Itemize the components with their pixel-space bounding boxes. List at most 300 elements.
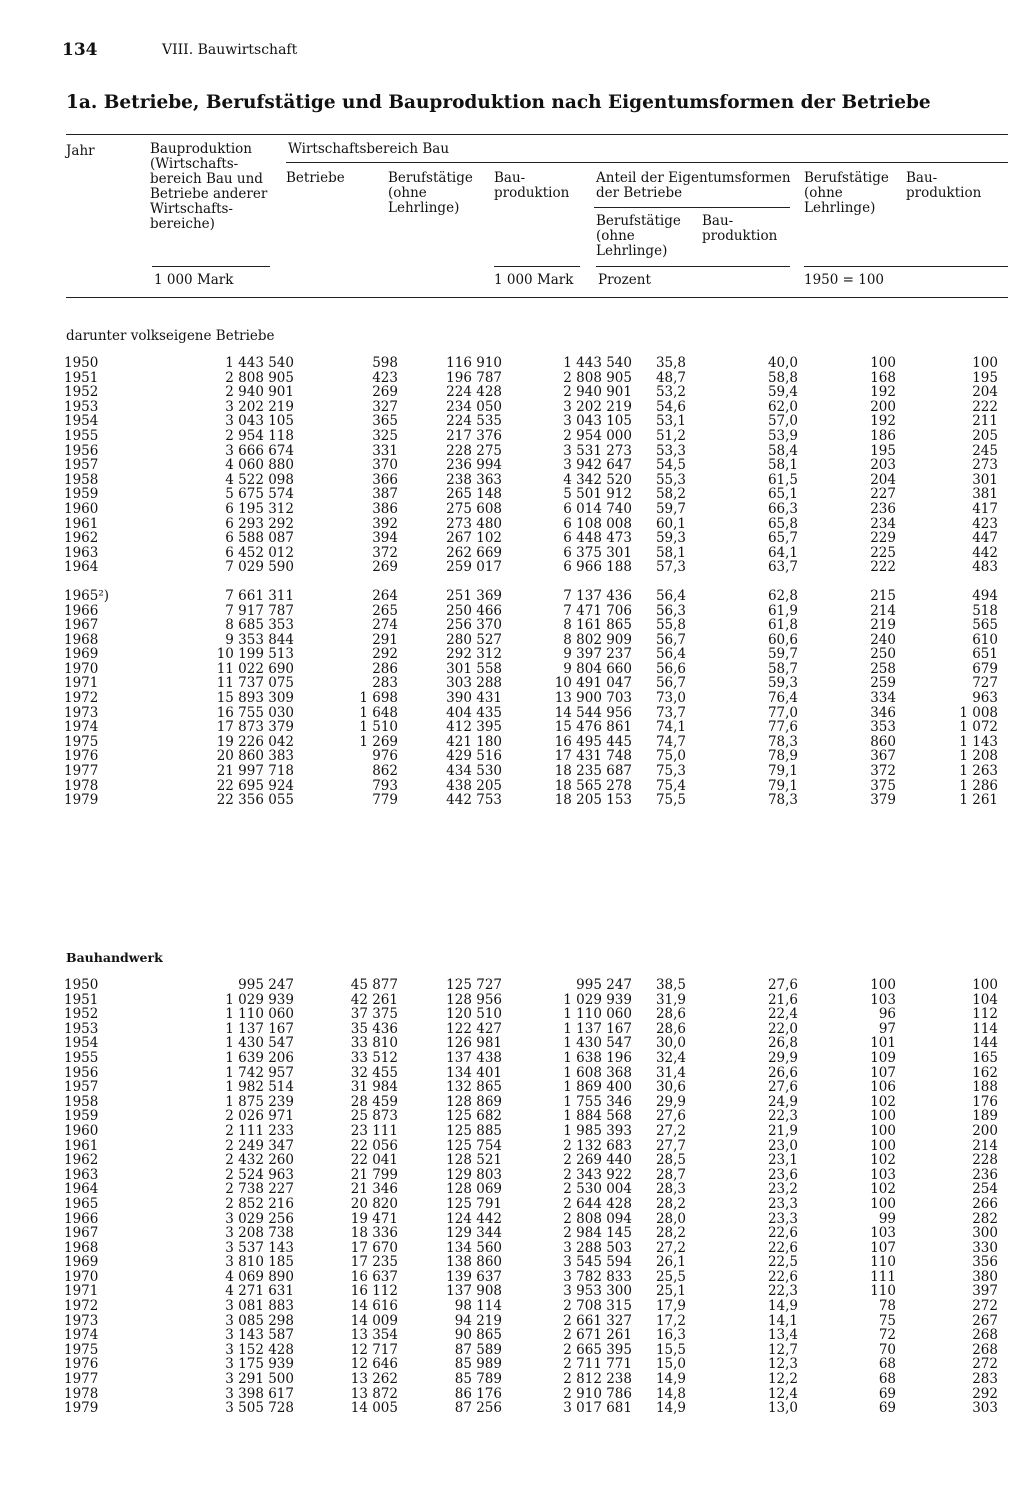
table-cell: 651: [972, 646, 998, 663]
table-cell: 2 984 145: [563, 1225, 632, 1242]
table-cell: 1973: [64, 704, 99, 721]
table-row: [64, 444, 998, 459]
table-row: [64, 502, 998, 517]
col-header-betriebe: Betriebe: [286, 170, 345, 186]
table-cell: 102: [870, 1181, 896, 1198]
table-cell: 1 698: [359, 690, 398, 707]
table-cell: 35 436: [350, 1020, 398, 1037]
table-cell: 1972: [64, 1298, 99, 1315]
table-cell: 3 175 939: [225, 1356, 294, 1373]
table-cell: 3 505 728: [225, 1400, 294, 1417]
unit-rule-1: [152, 266, 270, 267]
table-cell: 78,9: [767, 748, 798, 765]
table-cell: 75: [878, 1312, 896, 1329]
table-cell: 283: [972, 1371, 998, 1388]
table-cell: 106: [870, 1079, 896, 1096]
table-cell: 3 029 256: [225, 1210, 294, 1227]
table-row: [64, 385, 998, 400]
table-cell: 6 014 740: [563, 500, 632, 517]
table-cell: 128 869: [446, 1093, 502, 1110]
table-cell: 3 782 833: [563, 1268, 632, 1285]
table-cell: 1961: [64, 1137, 99, 1154]
table-cell: 99: [878, 1210, 896, 1227]
table-cell: 6 448 473: [563, 530, 632, 547]
table-cell: 1957: [64, 457, 99, 474]
table-cell: 275 608: [446, 500, 502, 517]
table-cell: 1954: [64, 413, 99, 430]
table-cell: 189: [972, 1108, 998, 1125]
table-cell: 1961: [64, 515, 99, 532]
table-cell: 15,5: [655, 1341, 686, 1358]
table-row: [64, 779, 998, 794]
table-cell: 375: [870, 777, 896, 794]
table-cell: 1 443 540: [563, 355, 632, 371]
table-cell: 12,7: [767, 1341, 798, 1358]
spacer-row: [64, 575, 998, 589]
table-cell: 77,0: [767, 704, 798, 721]
table-cell: 11 022 690: [216, 660, 294, 677]
col-header-berufstaetige: Berufstätige (ohne Lehrlinge): [388, 170, 473, 216]
table-cell: 53,9: [767, 427, 798, 444]
table-cell: 214: [972, 1137, 998, 1154]
table-cell: 23,3: [767, 1210, 798, 1227]
table-cell: 22,4: [767, 1006, 798, 1023]
table-cell: 20 860 383: [216, 748, 294, 765]
table-cell: 227: [870, 486, 896, 503]
table-cell: 3 288 503: [563, 1239, 632, 1256]
table-cell: 429 516: [446, 748, 502, 765]
table-cell: 3 043 105: [563, 413, 632, 430]
table-cell: 1956: [64, 1064, 99, 1081]
table-row: [64, 1124, 998, 1139]
table-cell: 1963: [64, 1166, 99, 1183]
table-row: [64, 1153, 998, 1168]
table-cell: 21 997 718: [216, 763, 294, 780]
table-cell: 61,5: [767, 471, 798, 488]
table-cell: 3 202 219: [225, 398, 294, 415]
table-cell: 56,6: [655, 660, 686, 677]
table-cell: 394: [372, 530, 398, 547]
table-cell: 3 291 500: [225, 1371, 294, 1388]
col-header-anteil-bauproduktion: Bau- produktion: [702, 213, 778, 244]
table-row: [64, 1241, 998, 1256]
table-cell: 30,6: [655, 1079, 686, 1096]
table-cell: 27,7: [655, 1137, 686, 1154]
table-cell: 24,9: [767, 1093, 798, 1110]
table-cell: 9 397 237: [563, 646, 632, 663]
table-cell: 205: [972, 427, 998, 444]
table-cell: 1 638 196: [563, 1049, 632, 1066]
table-cell: 1969: [64, 646, 99, 663]
table-cell: 2 530 004: [563, 1181, 632, 1198]
table-cell: 262 669: [446, 544, 502, 561]
table-cell: 107: [870, 1239, 896, 1256]
table-cell: 109: [870, 1049, 896, 1066]
table-cell: 1975: [64, 733, 99, 750]
table-cell: 3 202 219: [563, 398, 632, 415]
table-cell: 291: [372, 631, 398, 648]
table-cell: 3 810 185: [225, 1254, 294, 1271]
table-cell: 13 262: [350, 1371, 398, 1388]
table-cell: 17 873 379: [216, 719, 294, 736]
table-cell: 16 755 030: [216, 704, 294, 721]
unit-rule-4: [804, 266, 1008, 267]
table-cell: 56,4: [655, 587, 686, 604]
table-cell: 22 041: [350, 1152, 398, 1169]
table-cell: 236: [870, 500, 896, 517]
table-cell: 1979: [64, 1400, 99, 1417]
data-table-volkseigene-betriebe: [64, 356, 998, 808]
table-cell: 1977: [64, 763, 99, 780]
table-cell: 268: [972, 1327, 998, 1344]
table-cell: 264: [372, 587, 398, 604]
table-cell: 111: [870, 1268, 896, 1285]
table-cell: 26,1: [655, 1254, 686, 1271]
table-cell: 32,4: [655, 1049, 686, 1066]
table-cell: 10 491 047: [554, 675, 632, 692]
table-cell: 442 753: [446, 792, 502, 809]
table-cell: 2 940 901: [563, 384, 632, 401]
table-cell: 114: [972, 1020, 998, 1037]
table-cell: 1 137 167: [225, 1020, 294, 1037]
table-cell: 100: [972, 355, 998, 371]
table-cell: 53,3: [655, 442, 686, 459]
table-cell: 259 017: [446, 559, 502, 576]
table-row: [64, 1372, 998, 1387]
table-cell: 28,0: [655, 1210, 686, 1227]
table-cell: 236 994: [446, 457, 502, 474]
table-cell: 273 480: [446, 515, 502, 532]
table-cell: 31 984: [350, 1079, 398, 1096]
table-cell: 1951: [64, 369, 99, 386]
table-cell: 727: [972, 675, 998, 692]
table-cell: 23 111: [350, 1122, 398, 1139]
table-cell: 14,8: [655, 1385, 686, 1402]
table-cell: 372: [870, 763, 896, 780]
table-cell: 1978: [64, 1385, 99, 1402]
table-cell: 995 247: [238, 977, 294, 993]
table-cell: 2 249 347: [225, 1137, 294, 1154]
table-row: [64, 1139, 998, 1154]
table-cell: 132 865: [446, 1079, 502, 1096]
table-cell: 862: [372, 763, 398, 780]
table-cell: 1 639 206: [225, 1049, 294, 1066]
table-cell: 240: [870, 631, 896, 648]
table-cell: 18 235 687: [554, 763, 632, 780]
unit-rule-2: [494, 266, 580, 267]
table-row: [64, 1328, 998, 1343]
table-cell: 5 501 912: [563, 486, 632, 503]
table-cell: 168: [870, 369, 896, 386]
table-cell: 3 081 883: [225, 1298, 294, 1315]
table-row: [64, 735, 998, 750]
table-cell: 219: [870, 617, 896, 634]
col-header-anteil: Anteil der Eigentumsformen der Betriebe: [596, 170, 791, 201]
table-cell: 61,8: [767, 617, 798, 634]
table-cell: 280 527: [446, 631, 502, 648]
table-row: [64, 1284, 998, 1299]
table-cell: 19 471: [350, 1210, 398, 1227]
table-cell: 125 791: [446, 1195, 502, 1212]
table-cell: 102: [870, 1152, 896, 1169]
table-cell: 32 455: [350, 1064, 398, 1081]
table-cell: 73,7: [655, 704, 686, 721]
table-cell: 267 102: [446, 530, 502, 547]
table-cell: 40,0: [767, 355, 798, 371]
table-cell: 1952: [64, 384, 99, 401]
col-header-index-berufstaetige: Berufstätige (ohne Lehrlinge): [804, 170, 889, 216]
table-cell: 1 008: [959, 704, 998, 721]
table-cell: 3 953 300: [563, 1283, 632, 1300]
table-cell: 1 029 939: [563, 991, 632, 1008]
wirtschaftsbereich-rule: [286, 162, 1008, 163]
table-row: [64, 1387, 998, 1402]
table-row: [64, 473, 998, 488]
table-cell: 22,5: [767, 1254, 798, 1271]
table-cell: 2 111 233: [225, 1122, 294, 1139]
table-cell: 356: [972, 1254, 998, 1271]
table-cell: 1 755 346: [563, 1093, 632, 1110]
table-cell: 68: [878, 1356, 896, 1373]
table-cell: 33 810: [350, 1035, 398, 1052]
table-row: [64, 793, 998, 808]
table-cell: 1967: [64, 1225, 99, 1242]
table-cell: 222: [870, 559, 896, 576]
table-cell: 1 884 568: [563, 1108, 632, 1125]
table-cell: 2 026 971: [225, 1108, 294, 1125]
table-cell: 292 312: [446, 646, 502, 663]
table-cell: 125 885: [446, 1122, 502, 1139]
table-row: [64, 546, 998, 561]
table-cell: 57,3: [655, 559, 686, 576]
table-cell: 250: [870, 646, 896, 663]
table-cell: 21,9: [767, 1122, 798, 1139]
table-cell: 55,8: [655, 617, 686, 634]
table-cell: 4 271 631: [225, 1283, 294, 1300]
table-row: [64, 1051, 998, 1066]
unit-label-prozent: Prozent: [598, 272, 651, 288]
table-cell: 387: [372, 486, 398, 503]
table-cell: 1 137 167: [563, 1020, 632, 1037]
table-cell: 70: [878, 1341, 896, 1358]
table-row: [64, 978, 998, 993]
table-cell: 23,2: [767, 1181, 798, 1198]
table-cell: 27,6: [655, 1108, 686, 1125]
table-cell: 129 803: [446, 1166, 502, 1183]
table-cell: 3 545 594: [563, 1254, 632, 1271]
table-cell: 103: [870, 991, 896, 1008]
table-cell: 392: [372, 515, 398, 532]
table-cell: 87 589: [454, 1341, 502, 1358]
table-cell: 14 005: [350, 1400, 398, 1417]
table-cell: 63,7: [767, 559, 798, 576]
table-cell: 125 682: [446, 1108, 502, 1125]
table-cell: 1 263: [959, 763, 998, 780]
table-cell: 186: [870, 427, 896, 444]
table-cell: 1969: [64, 1254, 99, 1271]
table-cell: 1 261: [959, 792, 998, 809]
table-cell: 28,5: [655, 1152, 686, 1169]
table-cell: 286: [372, 660, 398, 677]
table-cell: 346: [870, 704, 896, 721]
table-cell: 679: [972, 660, 998, 677]
table-cell: 1 208: [959, 748, 998, 765]
table-cell: 128 956: [446, 991, 502, 1008]
table-cell: 200: [870, 398, 896, 415]
table-cell: 779: [372, 792, 398, 809]
section-heading: VIII. Bauwirtschaft: [162, 42, 298, 58]
table-cell: 58,4: [767, 442, 798, 459]
table-cell: 3 398 617: [225, 1385, 294, 1402]
table-cell: 3 043 105: [225, 413, 294, 430]
table-cell: 268: [972, 1341, 998, 1358]
table-cell: 17 431 748: [554, 748, 632, 765]
table-cell: 2 524 963: [225, 1166, 294, 1183]
table-cell: 58,7: [767, 660, 798, 677]
table-cell: 3 537 143: [225, 1239, 294, 1256]
table-cell: 269: [372, 559, 398, 576]
table-cell: 65,7: [767, 530, 798, 547]
table-cell: 78: [878, 1298, 896, 1315]
table-cell: 22,6: [767, 1268, 798, 1285]
table-cell: 56,7: [655, 675, 686, 692]
table-row: [64, 676, 998, 691]
table-cell: 57,0: [767, 413, 798, 430]
table-cell: 87 256: [454, 1400, 502, 1417]
table-row: [64, 764, 998, 779]
table-cell: 483: [972, 559, 998, 576]
table-cell: 2 132 683: [563, 1137, 632, 1154]
table-cell: 100: [870, 1122, 896, 1139]
table-cell: 14 616: [350, 1298, 398, 1315]
table-row: [64, 1095, 998, 1110]
table-cell: 2 432 260: [225, 1152, 294, 1169]
table-row: [64, 1066, 998, 1081]
table-cell: 23,0: [767, 1137, 798, 1154]
anteil-rule: [594, 207, 790, 208]
table-cell: 300: [972, 1225, 998, 1242]
table-cell: 10 199 513: [216, 646, 294, 663]
table-cell: 301 558: [446, 660, 502, 677]
table-cell: 8 802 909: [563, 631, 632, 648]
table-cell: 963: [972, 690, 998, 707]
table-cell: 2 644 428: [563, 1195, 632, 1212]
table-cell: 292: [372, 646, 398, 663]
table-cell: 1 510: [359, 719, 398, 736]
table-row: [64, 414, 998, 429]
table-cell: 1 072: [959, 719, 998, 736]
table-row: [64, 1007, 998, 1022]
unit-label-1000-mark: 1 000 Mark: [494, 272, 574, 288]
table-cell: 7 917 787: [225, 602, 294, 619]
table-cell: 51,2: [655, 427, 686, 444]
table-cell: 33 512: [350, 1049, 398, 1066]
col-header-bauproduktion: Bau- produktion: [494, 170, 570, 201]
table-row: [64, 531, 998, 546]
table-cell: 7 029 590: [225, 559, 294, 576]
table-cell: 37 375: [350, 1006, 398, 1023]
table-cell: 494: [972, 587, 998, 604]
table-cell: 27,2: [655, 1122, 686, 1139]
table-cell: 1960: [64, 500, 99, 517]
table-cell: 125 754: [446, 1137, 502, 1154]
table-cell: 3 531 273: [563, 442, 632, 459]
table-row: [64, 1109, 998, 1124]
table-cell: 1955: [64, 427, 99, 444]
table-cell: 79,1: [767, 777, 798, 794]
table-cell: 56,4: [655, 646, 686, 663]
table-row: [64, 662, 998, 677]
table-cell: 1959: [64, 1108, 99, 1125]
table-cell: 25,5: [655, 1268, 686, 1285]
table-cell: 7 137 436: [563, 587, 632, 604]
unit-rule-3: [596, 266, 790, 267]
table-cell: 107: [870, 1064, 896, 1081]
table-cell: 1976: [64, 748, 99, 765]
table-cell: 14,9: [767, 1298, 798, 1315]
table-cell: 1962: [64, 530, 99, 547]
table-cell: 100: [870, 977, 896, 993]
table-cell: 68: [878, 1371, 896, 1388]
table-cell: 23,1: [767, 1152, 798, 1169]
table-cell: 3 085 298: [225, 1312, 294, 1329]
table-cell: 100: [972, 977, 998, 993]
table-cell: 103: [870, 1166, 896, 1183]
table-cell: 438 205: [446, 777, 502, 794]
table-cell: 25,1: [655, 1283, 686, 1300]
table-cell: 365: [372, 413, 398, 430]
table-cell: 200: [972, 1122, 998, 1139]
page-number: 134: [62, 40, 98, 60]
table-cell: 565: [972, 617, 998, 634]
table-cell: 397: [972, 1283, 998, 1300]
table-cell: 267: [972, 1312, 998, 1329]
table-cell: 1 430 547: [563, 1035, 632, 1052]
table-row: [64, 1022, 998, 1037]
table-cell: 18 565 278: [554, 777, 632, 794]
table-cell: 1960: [64, 1122, 99, 1139]
table-cell: 66,3: [767, 500, 798, 517]
table-cell: 228: [972, 1152, 998, 1169]
table-row: [64, 400, 998, 415]
table-cell: 390 431: [446, 690, 502, 707]
table-cell: 2 665 395: [563, 1341, 632, 1358]
table-cell: 100: [870, 1108, 896, 1125]
table-cell: 3 017 681: [563, 1400, 632, 1417]
table-cell: 1968: [64, 631, 99, 648]
table-row: [64, 1168, 998, 1183]
table-cell: 13,4: [767, 1327, 798, 1344]
table-cell: 28 459: [350, 1093, 398, 1110]
table-cell: 3 942 647: [563, 457, 632, 474]
table-cell: 1977: [64, 1371, 99, 1388]
table-cell: 258: [870, 660, 896, 677]
table-cell: 21 799: [350, 1166, 398, 1183]
table-cell: 3 666 674: [225, 442, 294, 459]
table-row: [64, 647, 998, 662]
table-cell: 303: [972, 1400, 998, 1417]
table-cell: 22,0: [767, 1020, 798, 1037]
table-cell: 610: [972, 631, 998, 648]
table-title: 1a. Betriebe, Berufstätige und Bauproduktion nach Eigentumsformen der Betriebe: [66, 92, 931, 113]
table-cell: 59,7: [655, 500, 686, 517]
table-cell: 27,6: [767, 1079, 798, 1096]
table-cell: 283: [372, 675, 398, 692]
table-cell: 2 343 922: [563, 1166, 632, 1183]
table-cell: 96: [878, 1006, 896, 1023]
table-cell: 28,6: [655, 1006, 686, 1023]
table-cell: 28,7: [655, 1166, 686, 1183]
